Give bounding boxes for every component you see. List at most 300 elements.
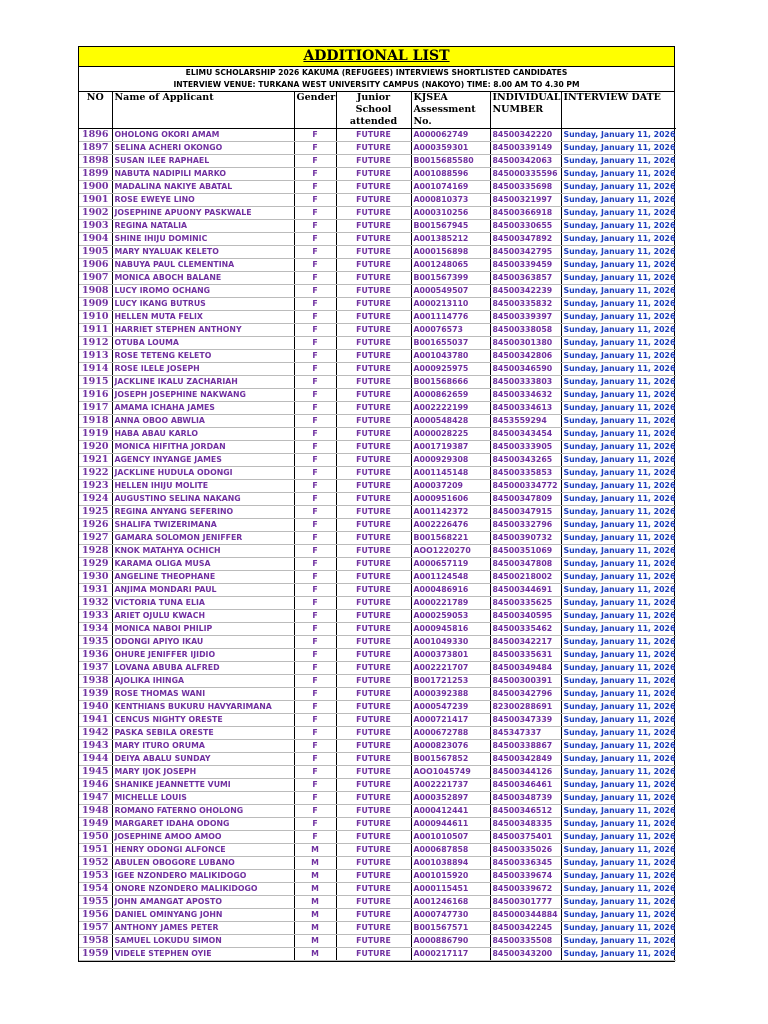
cell-school: FUTURE	[336, 844, 411, 857]
cell-interview-date: Sunday, January 11, 2026	[561, 181, 676, 194]
cell-interview-date: Sunday, January 11, 2026	[561, 701, 676, 714]
cell-name: DANIEL OMINYANG JOHN	[112, 909, 294, 922]
table-row	[79, 506, 676, 519]
cell-school: FUTURE	[336, 883, 411, 896]
cell-no: 1954	[79, 883, 112, 896]
table-row	[79, 922, 676, 935]
cell-no: 1920	[79, 441, 112, 454]
cell-individual-number: 84500335625	[490, 597, 561, 610]
table-row	[79, 935, 676, 948]
table-row	[79, 337, 676, 350]
cell-gender: F	[294, 584, 336, 597]
cell-individual-number: 84500347892	[490, 233, 561, 246]
cell-gender: F	[294, 753, 336, 766]
shortlist-sheet	[78, 46, 675, 962]
cell-no: 1940	[79, 701, 112, 714]
cell-interview-date: Sunday, January 11, 2026	[561, 285, 676, 298]
cell-name: ROSE TETENG KELETO	[112, 350, 294, 363]
cell-gender: M	[294, 844, 336, 857]
cell-name: LOVANA ABUBA ALFRED	[112, 662, 294, 675]
table-row	[79, 688, 676, 701]
cell-no: 1957	[79, 922, 112, 935]
cell-individual-number: 84500342245	[490, 922, 561, 935]
cell-name: SUSAN ILEE RAPHAEL	[112, 155, 294, 168]
cell-no: 1914	[79, 363, 112, 376]
cell-gender: F	[294, 337, 336, 350]
cell-individual-number: 845347337	[490, 727, 561, 740]
table-row	[79, 532, 676, 545]
cell-no: 1903	[79, 220, 112, 233]
cell-individual-number: 84500347915	[490, 506, 561, 519]
table-header-row	[79, 92, 676, 129]
cell-name: GAMARA SOLOMON JENIFFER	[112, 532, 294, 545]
cell-individual-number: 84500347809	[490, 493, 561, 506]
cell-kjsea: A001038894	[411, 857, 490, 870]
cell-no: 1939	[79, 688, 112, 701]
cell-interview-date: Sunday, January 11, 2026	[561, 662, 676, 675]
cell-name: NABUYA PAUL CLEMENTINA	[112, 259, 294, 272]
table-row	[79, 727, 676, 740]
table-row	[79, 259, 676, 272]
cell-name: ROSE EWEYE LINO	[112, 194, 294, 207]
cell-individual-number: 84500330655	[490, 220, 561, 233]
cell-gender: F	[294, 129, 336, 142]
table-row	[79, 467, 676, 480]
table-row	[79, 285, 676, 298]
cell-kjsea: AOO1220270	[411, 545, 490, 558]
cell-no: 1927	[79, 532, 112, 545]
table-row	[79, 220, 676, 233]
cell-gender: F	[294, 415, 336, 428]
cell-interview-date: Sunday, January 11, 2026	[561, 532, 676, 545]
cell-kjsea: A000547239	[411, 701, 490, 714]
cell-no: 1908	[79, 285, 112, 298]
cell-individual-number: 84500334613	[490, 402, 561, 415]
cell-name: MONICA ABOCH BALANE	[112, 272, 294, 285]
cell-school: FUTURE	[336, 363, 411, 376]
cell-interview-date: Sunday, January 11, 2026	[561, 337, 676, 350]
cell-school: FUTURE	[336, 792, 411, 805]
cell-no: 1896	[79, 129, 112, 142]
cell-no: 1953	[79, 870, 112, 883]
cell-gender: F	[294, 298, 336, 311]
cell-kjsea: A000721417	[411, 714, 490, 727]
cell-interview-date: Sunday, January 11, 2026	[561, 818, 676, 831]
cell-name: IGEE NZONDERO MALIKIDOGO	[112, 870, 294, 883]
cell-no: 1907	[79, 272, 112, 285]
cell-interview-date: Sunday, January 11, 2026	[561, 597, 676, 610]
cell-no: 1922	[79, 467, 112, 480]
cell-kjsea: A000823076	[411, 740, 490, 753]
cell-school: FUTURE	[336, 285, 411, 298]
cell-kjsea: A000886790	[411, 935, 490, 948]
cell-interview-date: Sunday, January 11, 2026	[561, 779, 676, 792]
table-row	[79, 402, 676, 415]
cell-individual-number: 84500390732	[490, 532, 561, 545]
cell-kjsea: A000945816	[411, 623, 490, 636]
cell-no: 1910	[79, 311, 112, 324]
cell-individual-number: 84500334632	[490, 389, 561, 402]
cell-individual-number: 845000335596	[490, 168, 561, 181]
cell-individual-number: 84500343265	[490, 454, 561, 467]
cell-name: JOHN AMANGAT APOSTO	[112, 896, 294, 909]
cell-name: SHANIKE JEANNETTE VUMI	[112, 779, 294, 792]
cell-name: KARAMA OLIGA MUSA	[112, 558, 294, 571]
cell-interview-date: Sunday, January 11, 2026	[561, 194, 676, 207]
cell-name: HELLEN MUTA FELIX	[112, 311, 294, 324]
col-header-name: Name of Applicant	[112, 92, 294, 129]
cell-name: KNOK MATAHYA OCHICH	[112, 545, 294, 558]
cell-individual-number: 84500347808	[490, 558, 561, 571]
cell-no: 1934	[79, 623, 112, 636]
cell-school: FUTURE	[336, 272, 411, 285]
cell-no: 1899	[79, 168, 112, 181]
cell-interview-date: Sunday, January 11, 2026	[561, 363, 676, 376]
cell-name: AGENCY INYANGE JAMES	[112, 454, 294, 467]
cell-individual-number: 84500338058	[490, 324, 561, 337]
cell-gender: F	[294, 259, 336, 272]
cell-gender: F	[294, 168, 336, 181]
cell-school: FUTURE	[336, 675, 411, 688]
cell-kjsea: A000412441	[411, 805, 490, 818]
cell-interview-date: Sunday, January 11, 2026	[561, 896, 676, 909]
cell-individual-number: 84500335026	[490, 844, 561, 857]
cell-school: FUTURE	[336, 311, 411, 324]
cell-kjsea: A000028225	[411, 428, 490, 441]
cell-no: 1924	[79, 493, 112, 506]
cell-kjsea: A000657119	[411, 558, 490, 571]
cell-kjsea: A001043780	[411, 350, 490, 363]
cell-individual-number: 84500335631	[490, 649, 561, 662]
cell-gender: F	[294, 142, 336, 155]
cell-name: REGINA NATALIA	[112, 220, 294, 233]
cell-interview-date: Sunday, January 11, 2026	[561, 753, 676, 766]
candidates-table	[79, 92, 676, 961]
cell-no: 1946	[79, 779, 112, 792]
cell-kjsea: A001088596	[411, 168, 490, 181]
cell-kjsea: A001015920	[411, 870, 490, 883]
cell-school: FUTURE	[336, 220, 411, 233]
cell-school: FUTURE	[336, 129, 411, 142]
cell-interview-date: Sunday, January 11, 2026	[561, 870, 676, 883]
table-row	[79, 857, 676, 870]
cell-individual-number: 84500344691	[490, 584, 561, 597]
cell-name: CENCUS NIGHTY ORESTE	[112, 714, 294, 727]
cell-interview-date: Sunday, January 11, 2026	[561, 272, 676, 285]
table-row	[79, 584, 676, 597]
cell-school: FUTURE	[336, 259, 411, 272]
cell-name: OTUBA LOUMA	[112, 337, 294, 350]
cell-no: 1913	[79, 350, 112, 363]
cell-school: FUTURE	[336, 324, 411, 337]
cell-name: REGINA ANYANG SEFERINO	[112, 506, 294, 519]
cell-interview-date: Sunday, January 11, 2026	[561, 909, 676, 922]
cell-interview-date: Sunday, January 11, 2026	[561, 220, 676, 233]
cell-gender: F	[294, 831, 336, 844]
col-header-gender: Gender	[294, 92, 336, 129]
table-row	[79, 181, 676, 194]
cell-school: FUTURE	[336, 389, 411, 402]
cell-no: 1916	[79, 389, 112, 402]
cell-gender: F	[294, 610, 336, 623]
cell-gender: F	[294, 155, 336, 168]
cell-name: AUGUSTINO SELINA NAKANG	[112, 493, 294, 506]
cell-gender: F	[294, 194, 336, 207]
cell-interview-date: Sunday, January 11, 2026	[561, 571, 676, 584]
cell-name: ARIET OJULU KWACH	[112, 610, 294, 623]
cell-gender: F	[294, 519, 336, 532]
cell-interview-date: Sunday, January 11, 2026	[561, 441, 676, 454]
cell-gender: F	[294, 441, 336, 454]
cell-kjsea: A00076573	[411, 324, 490, 337]
cell-kjsea: AOO1045749	[411, 766, 490, 779]
cell-interview-date: Sunday, January 11, 2026	[561, 233, 676, 246]
cell-interview-date: Sunday, January 11, 2026	[561, 792, 676, 805]
cell-no: 1938	[79, 675, 112, 688]
cell-kjsea: B001567399	[411, 272, 490, 285]
cell-gender: F	[294, 311, 336, 324]
cell-no: 1906	[79, 259, 112, 272]
cell-individual-number: 84500344126	[490, 766, 561, 779]
cell-interview-date: Sunday, January 11, 2026	[561, 857, 676, 870]
cell-kjsea: A000221789	[411, 597, 490, 610]
cell-name: MONICA NABOI PHILIP	[112, 623, 294, 636]
cell-kjsea: A000929308	[411, 454, 490, 467]
cell-kjsea: B001567571	[411, 922, 490, 935]
cell-no: 1909	[79, 298, 112, 311]
cell-gender: M	[294, 870, 336, 883]
cell-no: 1923	[79, 480, 112, 493]
cell-kjsea: B001567852	[411, 753, 490, 766]
cell-school: FUTURE	[336, 298, 411, 311]
cell-individual-number: 84500218002	[490, 571, 561, 584]
cell-individual-number: 84500349484	[490, 662, 561, 675]
cell-gender: F	[294, 246, 336, 259]
table-row	[79, 194, 676, 207]
cell-gender: F	[294, 688, 336, 701]
cell-gender: F	[294, 766, 336, 779]
cell-name: AMAMA ICHAHA JAMES	[112, 402, 294, 415]
table-body	[79, 129, 676, 961]
table-row	[79, 766, 676, 779]
cell-school: FUTURE	[336, 766, 411, 779]
cell-school: FUTURE	[336, 571, 411, 584]
table-row	[79, 701, 676, 714]
cell-name: OHOLONG OKORI AMAM	[112, 129, 294, 142]
table-row	[79, 883, 676, 896]
cell-kjsea: A000549507	[411, 285, 490, 298]
cell-no: 1925	[79, 506, 112, 519]
cell-name: LUCY IKANG BUTRUS	[112, 298, 294, 311]
cell-school: FUTURE	[336, 467, 411, 480]
table-row	[79, 831, 676, 844]
cell-individual-number: 845000344884	[490, 909, 561, 922]
cell-gender: F	[294, 805, 336, 818]
cell-no: 1917	[79, 402, 112, 415]
cell-gender: F	[294, 740, 336, 753]
cell-school: FUTURE	[336, 610, 411, 623]
col-header-interview-date: INTERVIEW DATE	[561, 92, 676, 129]
cell-school: FUTURE	[336, 480, 411, 493]
cell-gender: M	[294, 909, 336, 922]
cell-interview-date: Sunday, January 11, 2026	[561, 350, 676, 363]
table-row	[79, 363, 676, 376]
cell-individual-number: 8453559294	[490, 415, 561, 428]
table-row	[79, 376, 676, 389]
cell-no: 1951	[79, 844, 112, 857]
cell-kjsea: A000925975	[411, 363, 490, 376]
cell-kjsea: A001145148	[411, 467, 490, 480]
cell-kjsea: B001721253	[411, 675, 490, 688]
cell-gender: F	[294, 454, 336, 467]
cell-gender: F	[294, 636, 336, 649]
cell-individual-number: 845000334772	[490, 480, 561, 493]
table-row	[79, 597, 676, 610]
cell-individual-number: 84500347339	[490, 714, 561, 727]
cell-interview-date: Sunday, January 11, 2026	[561, 207, 676, 220]
cell-name: MARY ITURO ORUMA	[112, 740, 294, 753]
cell-gender: F	[294, 376, 336, 389]
cell-interview-date: Sunday, January 11, 2026	[561, 467, 676, 480]
cell-gender: F	[294, 545, 336, 558]
cell-gender: M	[294, 857, 336, 870]
cell-gender: F	[294, 428, 336, 441]
cell-name: AJOLIKA IHINGA	[112, 675, 294, 688]
cell-individual-number: 84500342849	[490, 753, 561, 766]
table-row	[79, 753, 676, 766]
cell-name: ROMANO FATERNO OHOLONG	[112, 805, 294, 818]
cell-no: 1948	[79, 805, 112, 818]
cell-school: FUTURE	[336, 584, 411, 597]
table-row	[79, 246, 676, 259]
cell-gender: F	[294, 818, 336, 831]
cell-interview-date: Sunday, January 11, 2026	[561, 324, 676, 337]
cell-interview-date: Sunday, January 11, 2026	[561, 506, 676, 519]
table-row	[79, 779, 676, 792]
cell-individual-number: 84500351069	[490, 545, 561, 558]
cell-gender: F	[294, 233, 336, 246]
cell-kjsea: A001246168	[411, 896, 490, 909]
cell-name: MARY NYALUAK KELETO	[112, 246, 294, 259]
cell-name: MONICA HIFITHA JORDAN	[112, 441, 294, 454]
cell-school: FUTURE	[336, 415, 411, 428]
cell-interview-date: Sunday, January 11, 2026	[561, 389, 676, 402]
cell-name: MARGARET IDAHA ODONG	[112, 818, 294, 831]
cell-school: FUTURE	[336, 246, 411, 259]
cell-name: OHURE JENIFFER IJIDIO	[112, 649, 294, 662]
cell-name: DEIYA ABALU SUNDAY	[112, 753, 294, 766]
cell-no: 1943	[79, 740, 112, 753]
cell-no: 1955	[79, 896, 112, 909]
cell-interview-date: Sunday, January 11, 2026	[561, 402, 676, 415]
table-row	[79, 480, 676, 493]
cell-gender: F	[294, 402, 336, 415]
cell-school: FUTURE	[336, 493, 411, 506]
table-row	[79, 428, 676, 441]
cell-interview-date: Sunday, January 11, 2026	[561, 493, 676, 506]
cell-gender: F	[294, 727, 336, 740]
cell-individual-number: 82300288691	[490, 701, 561, 714]
table-row	[79, 545, 676, 558]
cell-school: FUTURE	[336, 441, 411, 454]
cell-name: PASKA SEBILA ORESTE	[112, 727, 294, 740]
cell-kjsea: A002221707	[411, 662, 490, 675]
table-row	[79, 324, 676, 337]
cell-school: FUTURE	[336, 428, 411, 441]
cell-no: 1919	[79, 428, 112, 441]
cell-individual-number: 84500301380	[490, 337, 561, 350]
cell-interview-date: Sunday, January 11, 2026	[561, 922, 676, 935]
cell-school: FUTURE	[336, 922, 411, 935]
cell-gender: F	[294, 324, 336, 337]
cell-individual-number: 84500343200	[490, 948, 561, 961]
cell-gender: F	[294, 792, 336, 805]
cell-name: MICHELLE LOUIS	[112, 792, 294, 805]
cell-gender: F	[294, 714, 336, 727]
table-row	[79, 714, 676, 727]
cell-individual-number: 84500343454	[490, 428, 561, 441]
cell-school: FUTURE	[336, 896, 411, 909]
cell-individual-number: 84500333803	[490, 376, 561, 389]
cell-individual-number: 84500321997	[490, 194, 561, 207]
cell-name: SAMUEL LOKUDU SIMON	[112, 935, 294, 948]
cell-no: 1949	[79, 818, 112, 831]
cell-kjsea: A000062749	[411, 129, 490, 142]
table-row	[79, 636, 676, 649]
table-row	[79, 948, 676, 961]
table-row	[79, 389, 676, 402]
cell-school: FUTURE	[336, 168, 411, 181]
cell-individual-number: 84500335832	[490, 298, 561, 311]
cell-individual-number: 84500342239	[490, 285, 561, 298]
cell-interview-date: Sunday, January 11, 2026	[561, 311, 676, 324]
cell-gender: M	[294, 896, 336, 909]
list-title: ADDITIONAL LIST	[79, 47, 674, 67]
table-row	[79, 896, 676, 909]
cell-individual-number: 84500333905	[490, 441, 561, 454]
table-row	[79, 233, 676, 246]
cell-gender: F	[294, 532, 336, 545]
cell-kjsea: A002222199	[411, 402, 490, 415]
cell-name: ROSE ILELE JOSEPH	[112, 363, 294, 376]
cell-kjsea: A000217117	[411, 948, 490, 961]
cell-individual-number: 84500336345	[490, 857, 561, 870]
cell-kjsea: A000259053	[411, 610, 490, 623]
cell-kjsea: A002226476	[411, 519, 490, 532]
table-row	[79, 805, 676, 818]
cell-interview-date: Sunday, January 11, 2026	[561, 948, 676, 961]
cell-individual-number: 84500342220	[490, 129, 561, 142]
cell-school: FUTURE	[336, 805, 411, 818]
cell-no: 1928	[79, 545, 112, 558]
cell-school: FUTURE	[336, 155, 411, 168]
interview-venue: INTERVIEW VENUE: TURKANA WEST UNIVERSITY CAMPUS (NAKOYO) TIME: 8.00 AM TO 4.30 PM	[79, 79, 674, 92]
cell-gender: F	[294, 701, 336, 714]
cell-name: ANGELINE THEOPHANE	[112, 571, 294, 584]
cell-kjsea: A000115451	[411, 883, 490, 896]
cell-kjsea: A001385212	[411, 233, 490, 246]
cell-kjsea: A000156898	[411, 246, 490, 259]
cell-school: FUTURE	[336, 649, 411, 662]
cell-kjsea: B001568666	[411, 376, 490, 389]
cell-name: VIDELE STEPHEN OYIE	[112, 948, 294, 961]
cell-name: ODONGI APIYO IKAU	[112, 636, 294, 649]
cell-interview-date: Sunday, January 11, 2026	[561, 805, 676, 818]
table-row	[79, 350, 676, 363]
col-header-no: NO	[79, 92, 112, 129]
cell-interview-date: Sunday, January 11, 2026	[561, 584, 676, 597]
cell-gender: F	[294, 662, 336, 675]
